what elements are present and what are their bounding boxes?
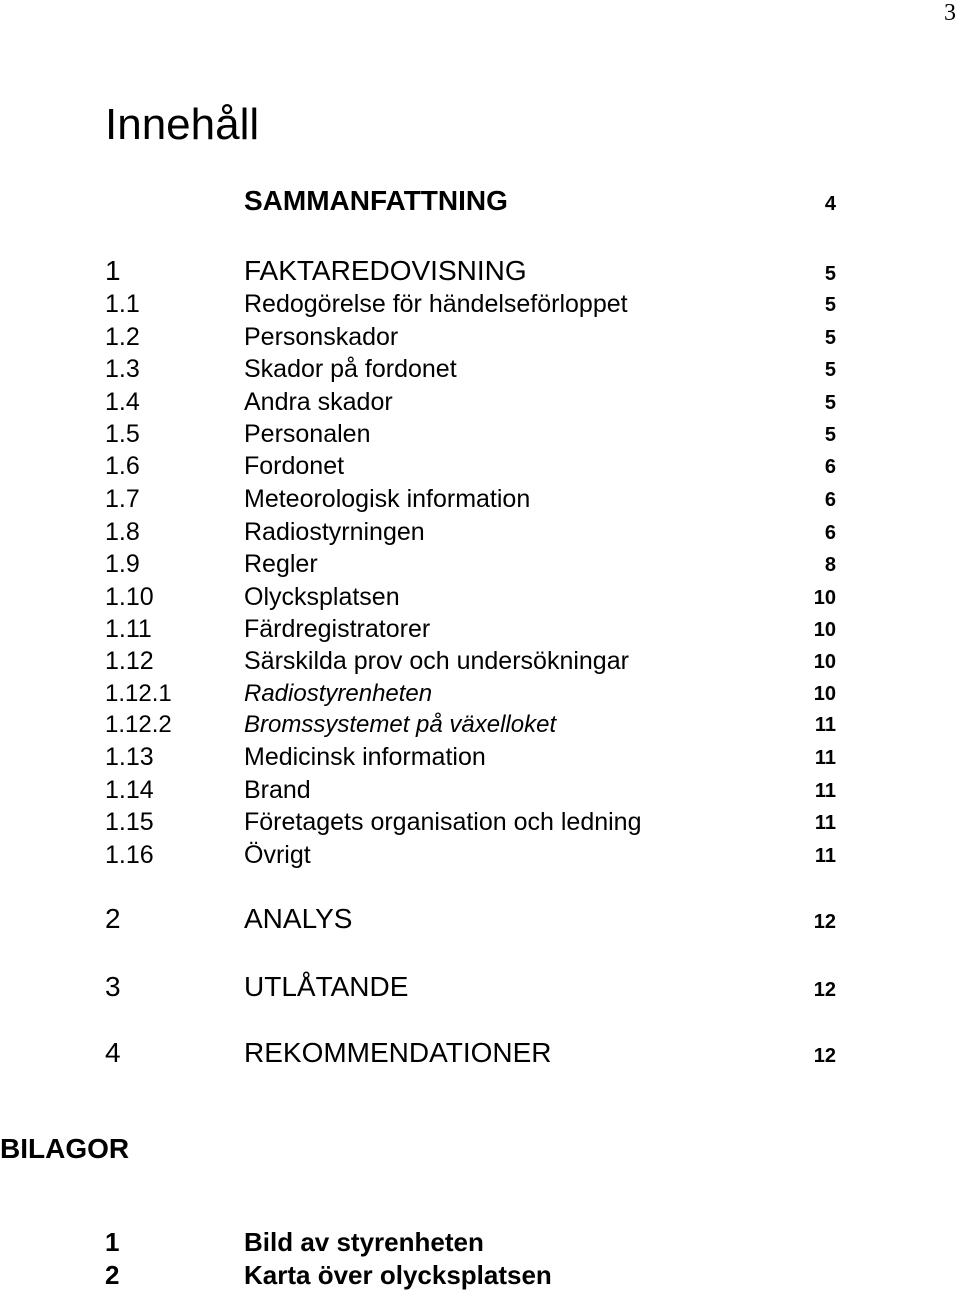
toc-page: 5 bbox=[824, 359, 836, 381]
toc-page: 12 bbox=[813, 1045, 836, 1067]
page-number: 3 bbox=[944, 0, 956, 26]
toc-number: 2 bbox=[105, 903, 121, 934]
toc-entry-1-7[interactable] bbox=[0, 485, 960, 521]
toc-entry-1-11[interactable] bbox=[0, 615, 960, 651]
toc-page: 10 bbox=[813, 683, 836, 705]
toc-label: Andra skador bbox=[244, 388, 393, 416]
toc-number: 4 bbox=[105, 1037, 121, 1068]
toc-number: 1 bbox=[105, 255, 121, 286]
toc-number: 1.13 bbox=[105, 743, 154, 771]
toc-entry-1-15[interactable] bbox=[0, 808, 960, 844]
toc-number: 1.8 bbox=[105, 518, 140, 546]
toc-number: 1.14 bbox=[105, 776, 154, 804]
toc-page: 5 bbox=[824, 392, 836, 414]
toc-entry-1-3[interactable] bbox=[0, 355, 960, 391]
toc-number: 1.5 bbox=[105, 420, 140, 448]
toc-entry-1-12[interactable] bbox=[0, 647, 960, 683]
toc-label: Bromssystemet på växelloket bbox=[244, 711, 557, 738]
toc-page: 8 bbox=[824, 554, 836, 576]
toc-label: FAKTAREDOVISNING bbox=[244, 255, 527, 286]
toc-entry-sammanfattning[interactable] bbox=[0, 185, 960, 221]
bilagor-heading: BILAGOR bbox=[0, 1133, 130, 1164]
toc-label: Personalen bbox=[244, 420, 371, 448]
toc-page: 10 bbox=[813, 651, 836, 673]
toc-entry-1-4[interactable] bbox=[0, 388, 960, 424]
toc-number: 1.16 bbox=[105, 841, 154, 869]
toc-page: 5 bbox=[824, 294, 836, 316]
toc-number: 1.12.2 bbox=[105, 711, 172, 738]
toc-page: 6 bbox=[824, 489, 836, 511]
toc-label: Radiostyrenheten bbox=[244, 680, 433, 707]
toc-number: 1.4 bbox=[105, 388, 140, 416]
toc-entry-rekommendationer[interactable] bbox=[0, 1037, 960, 1073]
toc-page: 12 bbox=[813, 979, 836, 1001]
toc-label: Medicinsk information bbox=[244, 743, 486, 771]
toc-label: Särskilda prov och undersökningar bbox=[244, 647, 629, 675]
toc-number: 1.2 bbox=[105, 323, 140, 351]
toc-entry-1-1[interactable] bbox=[0, 290, 960, 326]
toc-number: 1.12.1 bbox=[105, 680, 172, 707]
toc-number: 1.1 bbox=[105, 290, 140, 318]
toc-label: Olycksplatsen bbox=[244, 583, 400, 611]
bilaga-number: 2 bbox=[105, 1260, 120, 1290]
toc-number: 1.7 bbox=[105, 485, 140, 513]
toc-number: 1.3 bbox=[105, 355, 140, 383]
toc-label: Redogörelse för händelseförloppet bbox=[244, 290, 628, 318]
toc-page: 11 bbox=[814, 780, 836, 802]
toc-page: 10 bbox=[813, 619, 836, 641]
toc-entry-1-8[interactable] bbox=[0, 518, 960, 554]
toc-label: Övrigt bbox=[244, 841, 311, 869]
toc-entry-1-2[interactable] bbox=[0, 323, 960, 359]
toc-label: REKOMMENDATIONER bbox=[244, 1037, 552, 1068]
toc-label: Företagets organisation och ledning bbox=[244, 808, 642, 836]
toc-number: 1.15 bbox=[105, 808, 154, 836]
bilaga-number: 1 bbox=[105, 1227, 120, 1257]
toc-label: Radiostyrningen bbox=[244, 518, 425, 546]
toc-entry-1-16[interactable] bbox=[0, 841, 960, 877]
toc-page: 11 bbox=[814, 747, 836, 769]
page-title: Innehåll bbox=[105, 100, 260, 149]
toc-entry-1-6[interactable] bbox=[0, 452, 960, 488]
toc-entry-1-10[interactable] bbox=[0, 583, 960, 619]
toc-entry-faktaredovisning[interactable] bbox=[0, 255, 960, 291]
toc-label: ANALYS bbox=[244, 903, 353, 934]
toc-page: 6 bbox=[824, 522, 836, 544]
bilaga-label: Karta över olycksplatsen bbox=[244, 1260, 552, 1290]
toc-number: 1.9 bbox=[105, 550, 140, 578]
toc-label: Personskador bbox=[244, 323, 399, 351]
toc-number: 1.12 bbox=[105, 647, 154, 675]
toc-entry-1-12-2[interactable] bbox=[0, 711, 960, 747]
toc-page: 11 bbox=[814, 812, 836, 834]
toc-page: 11 bbox=[814, 714, 836, 736]
toc-entry-1-13[interactable] bbox=[0, 743, 960, 779]
toc-number: 1.11 bbox=[105, 615, 152, 643]
toc-label: SAMMANFATTNING bbox=[244, 185, 508, 216]
toc-label: Fordonet bbox=[244, 452, 345, 480]
toc-label: Färdregistratorer bbox=[244, 615, 431, 643]
toc-label: Regler bbox=[244, 550, 318, 578]
bilaga-label: Bild av styrenheten bbox=[244, 1227, 484, 1257]
toc-label: UTLÅTANDE bbox=[244, 971, 409, 1002]
toc-entry-1-9[interactable] bbox=[0, 550, 960, 586]
toc-page: 10 bbox=[813, 587, 836, 609]
toc-entry-utlatande[interactable] bbox=[0, 971, 960, 1007]
toc-page: 5 bbox=[824, 424, 836, 446]
toc-label: Brand bbox=[244, 776, 311, 804]
toc-entry-1-14[interactable] bbox=[0, 776, 960, 812]
toc-page: 11 bbox=[814, 845, 836, 867]
toc-page: 5 bbox=[824, 263, 836, 285]
toc-number: 3 bbox=[105, 971, 121, 1002]
toc-page: 5 bbox=[824, 327, 836, 349]
toc-entry-analys[interactable] bbox=[0, 903, 960, 939]
toc-page: 12 bbox=[813, 911, 836, 933]
toc-label: Meteorologisk information bbox=[244, 485, 531, 513]
toc-page: 6 bbox=[824, 456, 836, 478]
toc-number: 1.10 bbox=[105, 583, 154, 611]
toc-page: 4 bbox=[824, 193, 836, 215]
toc-label: Skador på fordonet bbox=[244, 355, 457, 383]
toc-entry-1-5[interactable] bbox=[0, 420, 960, 456]
toc-number: 1.6 bbox=[105, 452, 140, 480]
